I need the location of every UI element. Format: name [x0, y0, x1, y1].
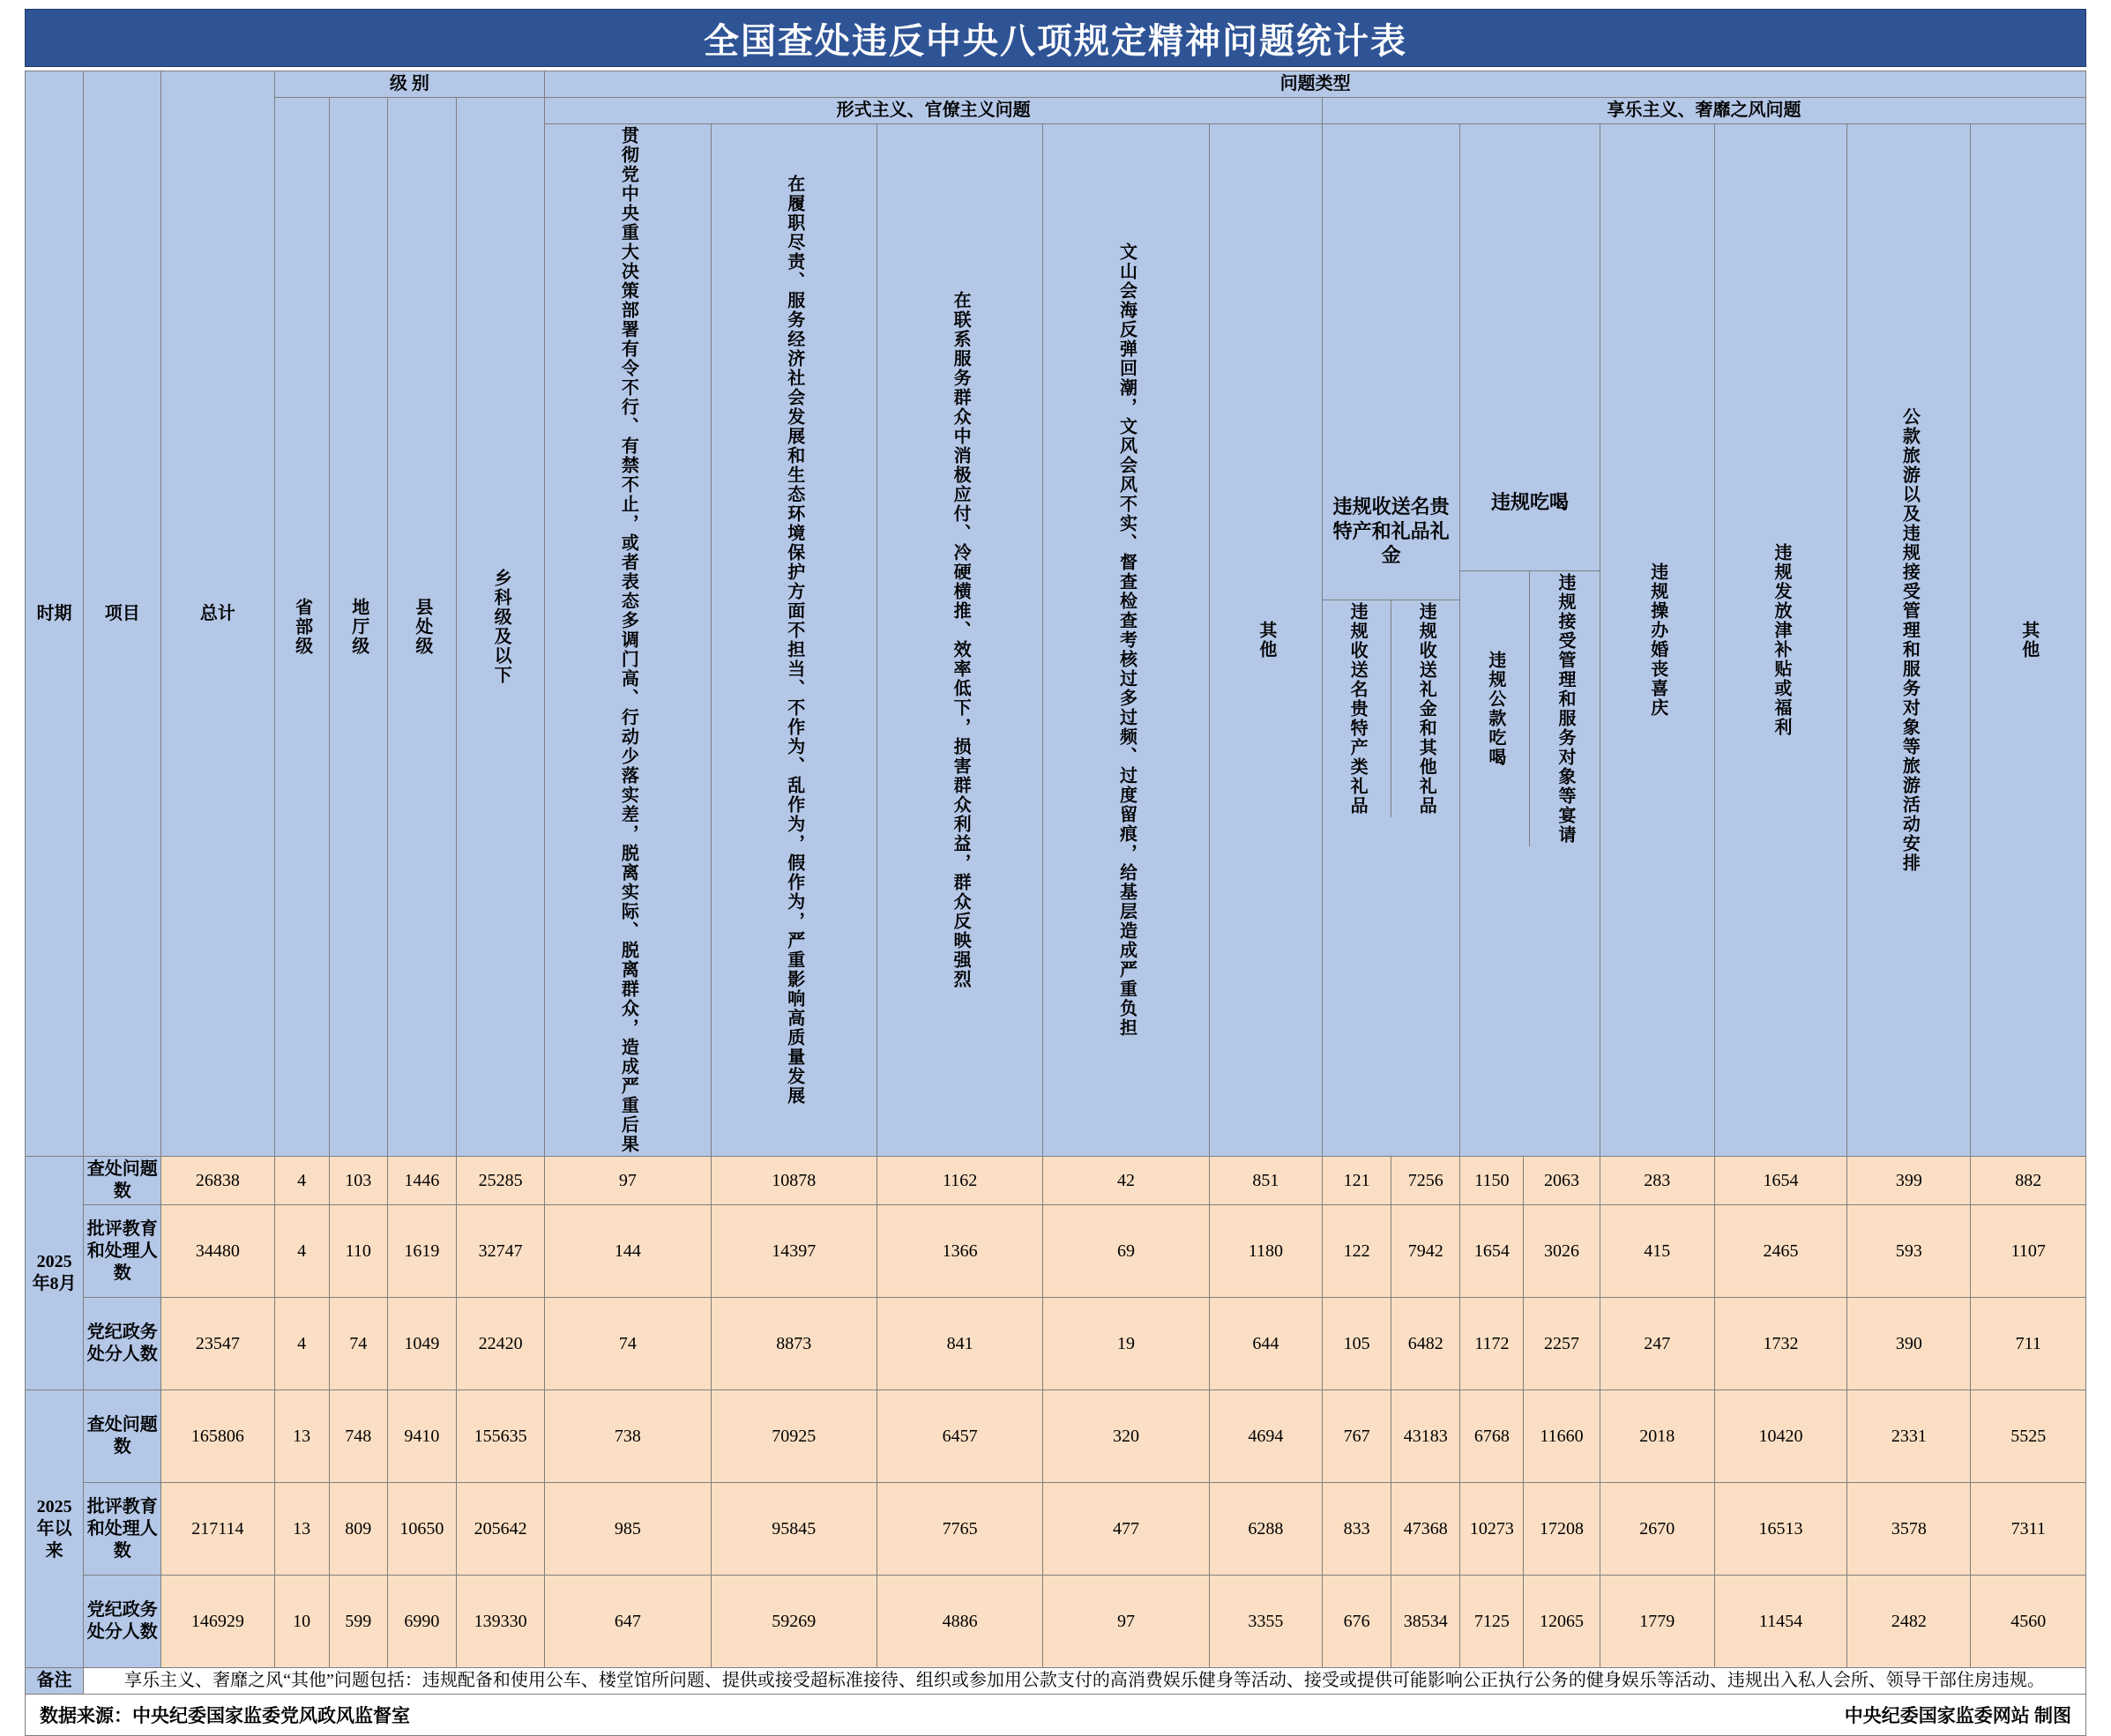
- cell-formalism: 7765: [876, 1483, 1042, 1576]
- cell-level: 205642: [456, 1483, 544, 1576]
- cell-formalism: 97: [1043, 1576, 1209, 1668]
- cell-hedonism: 10273: [1460, 1483, 1524, 1576]
- cell-level: 10650: [387, 1483, 456, 1576]
- header-item: 项目: [84, 71, 161, 1157]
- cell-formalism: 4886: [876, 1576, 1042, 1668]
- cell-level: 4: [274, 1298, 329, 1390]
- page-title: 全国查处违反中央八项规定精神问题统计表: [704, 20, 1407, 61]
- cell-hedonism: 1172: [1460, 1298, 1524, 1390]
- cell-hedonism: 121: [1323, 1157, 1391, 1205]
- cell-hedonism: 1732: [1714, 1298, 1846, 1390]
- cell-formalism: 1180: [1209, 1205, 1322, 1298]
- row-label: 批评教育和处理人数: [84, 1205, 161, 1298]
- header-period: 时期: [26, 71, 84, 1157]
- header-formalism-col-2: 在履职尽责、服务经济社会发展和生态环境保护方面不担当、不作为、乱作为，假作为，严重影响高质量发展: [711, 124, 876, 1157]
- header-hedonism-gift-title: 违规收送名贵特产和礼品礼金: [1323, 464, 1459, 600]
- cell-hedonism: 6482: [1391, 1298, 1460, 1390]
- row-label: 批评教育和处理人数: [84, 1483, 161, 1576]
- cell-formalism: 3355: [1209, 1576, 1322, 1668]
- header-level-group: 级 别: [274, 71, 545, 98]
- cell-hedonism: 676: [1323, 1576, 1391, 1668]
- header-formalism-col-other: 其他: [1209, 124, 1322, 1157]
- row-label: 查处问题数: [84, 1157, 161, 1205]
- cell-hedonism: 38534: [1391, 1576, 1460, 1668]
- cell-hedonism: 2331: [1847, 1390, 1971, 1483]
- cell-formalism: 97: [545, 1157, 711, 1205]
- cell-level: 103: [329, 1157, 387, 1205]
- cell-level: 13: [274, 1483, 329, 1576]
- header-total: 总计: [161, 71, 274, 1157]
- cell-formalism: 14397: [711, 1205, 876, 1298]
- cell-hedonism: 711: [1971, 1298, 2086, 1390]
- header-hedonism-allowance: 违规发放津补贴或福利: [1714, 124, 1846, 1157]
- cell-hedonism: 247: [1600, 1298, 1714, 1390]
- header-row-1: [26, 71, 2086, 98]
- cell-formalism: 10878: [711, 1157, 876, 1205]
- cell-hedonism: 47368: [1391, 1483, 1460, 1576]
- cell-hedonism: 1654: [1714, 1157, 1846, 1205]
- cell-formalism: 1162: [876, 1157, 1042, 1205]
- cell-level: 13: [274, 1390, 329, 1483]
- header-hedonism-eat-sub-2: 违规接受管理和服务对象等宴请: [1530, 570, 1600, 846]
- cell-total: 217114: [161, 1483, 274, 1576]
- table-row: [26, 1576, 2086, 1668]
- cell-level: 74: [329, 1298, 387, 1390]
- header-hedonism-eat-sub-1: 违规公款吃喝: [1460, 570, 1530, 846]
- cell-level: 599: [329, 1576, 387, 1668]
- header-hedonism-gift-group: [1323, 124, 1460, 1157]
- cell-formalism: 6457: [876, 1390, 1042, 1483]
- cell-level: 1049: [387, 1298, 456, 1390]
- cell-hedonism: 7256: [1391, 1157, 1460, 1205]
- cell-hedonism: 1150: [1460, 1157, 1524, 1205]
- cell-formalism: 144: [545, 1205, 711, 1298]
- period-label-2: 2025年以来: [26, 1390, 84, 1668]
- cell-hedonism: 122: [1323, 1205, 1391, 1298]
- cell-hedonism: 833: [1323, 1483, 1391, 1576]
- cell-hedonism: 2018: [1600, 1390, 1714, 1483]
- cell-hedonism: 5525: [1971, 1390, 2086, 1483]
- header-problem-type: 问题类型: [545, 71, 2086, 98]
- cell-hedonism: 105: [1323, 1298, 1391, 1390]
- cell-hedonism: 43183: [1391, 1390, 1460, 1483]
- cell-level: 1619: [387, 1205, 456, 1298]
- header-formalism-col-1: 贯彻党中央重大决策部署有令不行、有禁不止，或者表态多调门高、行动少落实差，脱离实际、脱离群众，造成严重后果: [545, 124, 711, 1157]
- cell-hedonism: 17208: [1524, 1483, 1600, 1576]
- cell-hedonism: 593: [1847, 1205, 1971, 1298]
- cell-formalism: 74: [545, 1298, 711, 1390]
- cell-level: 4: [274, 1205, 329, 1298]
- cell-formalism: 19: [1043, 1298, 1209, 1390]
- note-label: 备注: [26, 1668, 84, 1695]
- cell-hedonism: 2063: [1524, 1157, 1600, 1205]
- cell-hedonism: 882: [1971, 1157, 2086, 1205]
- header-hedonism-other: 其他: [1971, 124, 2086, 1157]
- cell-formalism: 851: [1209, 1157, 1322, 1205]
- cell-formalism: 841: [876, 1298, 1042, 1390]
- header-group-formalism: 形式主义、官僚主义问题: [545, 98, 1323, 124]
- cell-hedonism: 2257: [1524, 1298, 1600, 1390]
- cell-hedonism: 1779: [1600, 1576, 1714, 1668]
- cell-level: 748: [329, 1390, 387, 1483]
- row-label: 党纪政务处分人数: [84, 1576, 161, 1668]
- cell-hedonism: 1107: [1971, 1205, 2086, 1298]
- cell-hedonism: 283: [1600, 1157, 1714, 1205]
- cell-formalism: 59269: [711, 1576, 876, 1668]
- table-row: [26, 1205, 2086, 1298]
- header-hedonism-eat-group: [1460, 124, 1600, 1157]
- cell-hedonism: 11660: [1524, 1390, 1600, 1483]
- cell-formalism: 644: [1209, 1298, 1322, 1390]
- cell-total: 23547: [161, 1298, 274, 1390]
- cell-formalism: 8873: [711, 1298, 876, 1390]
- cell-level: 1446: [387, 1157, 456, 1205]
- header-hedonism-wedding: 违规操办婚丧喜庆: [1600, 124, 1714, 1157]
- cell-formalism: 738: [545, 1390, 711, 1483]
- header-hedonism-travel: 公款旅游以及违规接受管理和服务对象等旅游活动安排: [1847, 124, 1971, 1157]
- cell-level: 139330: [456, 1576, 544, 1668]
- cell-hedonism: 415: [1600, 1205, 1714, 1298]
- source-bar: [25, 1695, 2086, 1736]
- cell-level: 22420: [456, 1298, 544, 1390]
- cell-formalism: 4694: [1209, 1390, 1322, 1483]
- source-left: 数据来源：中央纪委国家监委党风政风监督室: [40, 1705, 410, 1726]
- cell-level: 9410: [387, 1390, 456, 1483]
- cell-hedonism: 390: [1847, 1298, 1971, 1390]
- cell-level: 10: [274, 1576, 329, 1668]
- cell-formalism: 42: [1043, 1157, 1209, 1205]
- table-row: [26, 1390, 2086, 1483]
- header-level-xiangke: 乡科级及以下: [456, 98, 544, 1157]
- header-level-sheng: 省部级: [274, 98, 329, 1157]
- cell-formalism: 1366: [876, 1205, 1042, 1298]
- header-formalism-col-4: 文山会海反弹回潮，文风会风不实、督查检查考核过多过频、过度留痕，给基层造成严重负担: [1043, 124, 1209, 1157]
- source-right: 中央纪委国家监委网站 制图: [1844, 1705, 2071, 1726]
- header-group-hedonism: 享乐主义、奢靡之风问题: [1323, 98, 2086, 124]
- cell-hedonism: 2482: [1847, 1576, 1971, 1668]
- table-row: [26, 1298, 2086, 1390]
- cell-total: 26838: [161, 1157, 274, 1205]
- cell-hedonism: 2465: [1714, 1205, 1846, 1298]
- cell-hedonism: 7311: [1971, 1483, 2086, 1576]
- table-row: [26, 1483, 2086, 1576]
- cell-hedonism: 4560: [1971, 1576, 2086, 1668]
- cell-hedonism: 2670: [1600, 1483, 1714, 1576]
- cell-hedonism: 6768: [1460, 1390, 1524, 1483]
- cell-formalism: 985: [545, 1483, 711, 1576]
- cell-hedonism: 3578: [1847, 1483, 1971, 1576]
- cell-level: 155635: [456, 1390, 544, 1483]
- cell-total: 165806: [161, 1390, 274, 1483]
- header-hedonism-gift-sub-1: 违规收送名贵特产类礼品: [1323, 600, 1391, 817]
- cell-total: 146929: [161, 1576, 274, 1668]
- cell-hedonism: 10420: [1714, 1390, 1846, 1483]
- header-formalism-col-3: 在联系服务群众中消极应付、冷硬横推、效率低下，损害群众利益，群众反映强烈: [876, 124, 1042, 1157]
- table-row: [26, 1157, 2086, 1205]
- cell-level: 6990: [387, 1576, 456, 1668]
- cell-formalism: 70925: [711, 1390, 876, 1483]
- row-label: 查处问题数: [84, 1390, 161, 1483]
- cell-formalism: 320: [1043, 1390, 1209, 1483]
- cell-formalism: 477: [1043, 1483, 1209, 1576]
- cell-level: 4: [274, 1157, 329, 1205]
- cell-hedonism: 767: [1323, 1390, 1391, 1483]
- cell-level: 32747: [456, 1205, 544, 1298]
- cell-level: 809: [329, 1483, 387, 1576]
- title-bar: [25, 9, 2086, 67]
- cell-total: 34480: [161, 1205, 274, 1298]
- row-label: 党纪政务处分人数: [84, 1298, 161, 1390]
- cell-hedonism: 16513: [1714, 1483, 1846, 1576]
- cell-hedonism: 399: [1847, 1157, 1971, 1205]
- cell-hedonism: 7942: [1391, 1205, 1460, 1298]
- cell-hedonism: 1654: [1460, 1205, 1524, 1298]
- header-level-diting: 地厅级: [329, 98, 387, 1157]
- cell-formalism: 6288: [1209, 1483, 1322, 1576]
- header-row-2: [26, 98, 2086, 124]
- cell-formalism: 647: [545, 1576, 711, 1668]
- header-hedonism-gift-sub-2: 违规收送礼金和其他礼品: [1391, 600, 1460, 817]
- note-text: 享乐主义、奢靡之风“其他”问题包括：违规配备和使用公车、楼堂馆所问题、提供或接受超标准接待、组织或参加用公款支付的高消费娱乐健身等活动、接受或提供可能影响公正执行公务的健身娱乐等活动、违规出入私人会所、领导干部住房违规。: [84, 1668, 2086, 1695]
- cell-formalism: 95845: [711, 1483, 876, 1576]
- note-row: [26, 1668, 2086, 1695]
- cell-formalism: 69: [1043, 1205, 1209, 1298]
- cell-hedonism: 12065: [1524, 1576, 1600, 1668]
- header-hedonism-eat-title: 违规吃喝: [1460, 435, 1599, 571]
- period-label-1: 2025年8月: [26, 1157, 84, 1390]
- cell-level: 25285: [456, 1157, 544, 1205]
- cell-level: 110: [329, 1205, 387, 1298]
- header-level-xianchu: 县处级: [387, 98, 456, 1157]
- cell-hedonism: 11454: [1714, 1576, 1846, 1668]
- cell-hedonism: 7125: [1460, 1576, 1524, 1668]
- cell-hedonism: 3026: [1524, 1205, 1600, 1298]
